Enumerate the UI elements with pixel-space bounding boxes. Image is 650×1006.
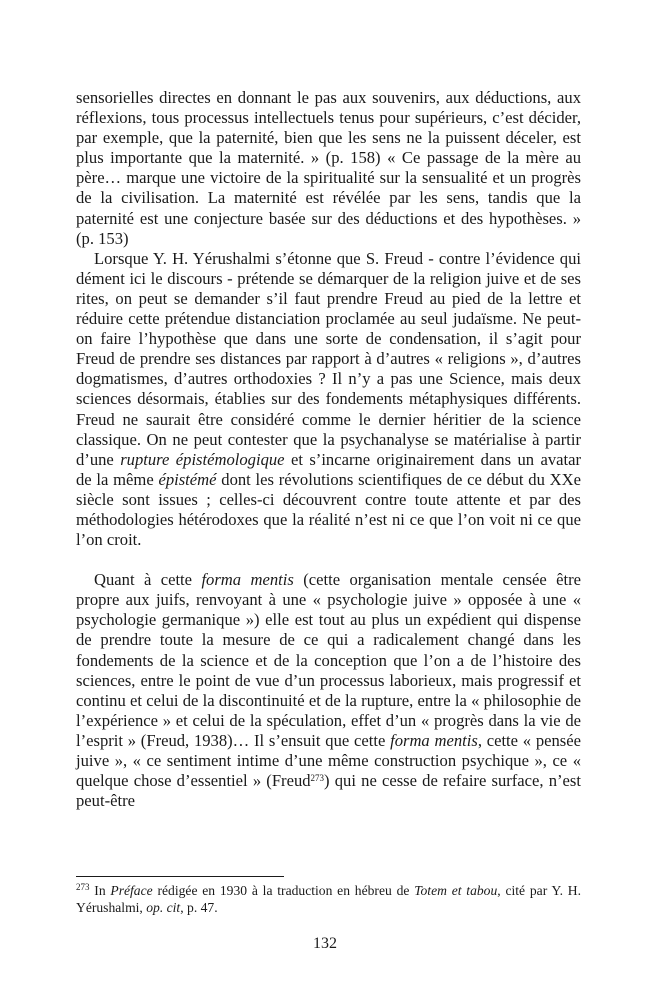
- text-run: ) qui ne cesse de refaire surface, n’est peut-être: [76, 771, 581, 811]
- footnote-number: 273: [76, 882, 90, 892]
- text-run: , p. 47.: [180, 900, 218, 915]
- paragraph-1: sensorielles directes en donnant le pas aux souvenirs, aux déductions, aux réflexions, tous processus intellectuels tenus pour supérieurs, c’est décider, par exemple, que la paternité, bien que les sens ne la puissent déceler, est plus importante que la maternité. » (p. 158) « Ce passage de la mère au père… marque une victoire de la spiritualité sur la sensualité et un progrès de la civilisation. La maternité est révélée par les sens, tandis que la paternité est une conjecture basée sur des déductions et des hypothèses. » (p. 153): [76, 88, 581, 248]
- footnote-separator: [76, 876, 284, 877]
- emphasis: forma mentis: [390, 730, 478, 750]
- paragraph-2: [76, 249, 581, 550]
- emphasis: op. cit: [146, 900, 181, 915]
- text-run: (cette organisation mentale censée être propre aux juifs, renvoyant à une « psychologie juive » opposée à une « psychologie germanique ») elle est tout au plus un expédient qui dispense de prendre toute la mesure de ce qui a radicalement changé dans les fondements de la science et de la conception que l’on a de l’histoire des sciences, entre le point de vue d’un processus laborieux, mais progressif et continu et celui de la discontinuité et de la rupture, entre la « philosophie de l’expérience » et celui de la spéculation, effet d’un « progrès dans la vie de l’esprit » (Freud, 1938)… Il s’ensuit que cette: [76, 570, 581, 750]
- emphasis: rupture épistémologique: [120, 449, 285, 469]
- text-run: Lorsque Y. H. Yérushalmi s’étonne que S. Freud - contre l’évidence qui dément ici le discours - prétende se démarquer de la religion juive et de ses rites, on peut se demander s’il faut prendre Freud au pied de la lettre et réduire cette prétendue distanciation proclamée au seul judaïsme. Ne peut-on faire l’hypothèse que dans une sorte de condensation, il s’agit pour Freud de prendre ses distances par rapport à d’autres « religions », d’autres dogmatismes, d’autres orthodoxies ? Il n’y a pas une Science, mais deux sciences désormais, établies sur des fondements métaphysiques différents. Freud ne saurait être considéré comme le dernier héritier de la science classique. On ne peut contester que la psychanalyse se matérialise à partir d’une: [76, 248, 581, 469]
- paragraph-3: [76, 570, 581, 811]
- page-body: [76, 88, 581, 811]
- page-number: 132: [313, 935, 337, 952]
- text-run: , cité par Y. H. Yérushalmi,: [76, 883, 581, 915]
- text-run: , cette « pensée juive », « ce sentiment intime d’une même construction psychique », ce « quelque chose d’essentiel » (Freud: [76, 730, 581, 791]
- footnote: [76, 882, 581, 916]
- emphasis: Préface: [110, 883, 153, 898]
- emphasis: Totem et tabou: [414, 883, 498, 898]
- text-run: dont les révolutions scientifiques de ce début du XXe siècle sont issues ; celles-ci découvrent contre toute attente et par des méthodologies hétérodoxes que la réalité n’est ni ce que l’on voit ni ce que l’on croit.: [76, 469, 581, 550]
- emphasis: forma mentis: [201, 570, 294, 590]
- text-run: rédigée en 1930 à la traduction en hébreu de: [152, 883, 415, 898]
- footnote-reference[interactable]: 273: [310, 773, 325, 784]
- text-run: In: [89, 883, 111, 898]
- text-run: Quant à cette: [94, 570, 202, 590]
- text-run: et s’incarne originairement dans un avatar de la même: [76, 449, 582, 489]
- emphasis: épistémé: [158, 469, 217, 489]
